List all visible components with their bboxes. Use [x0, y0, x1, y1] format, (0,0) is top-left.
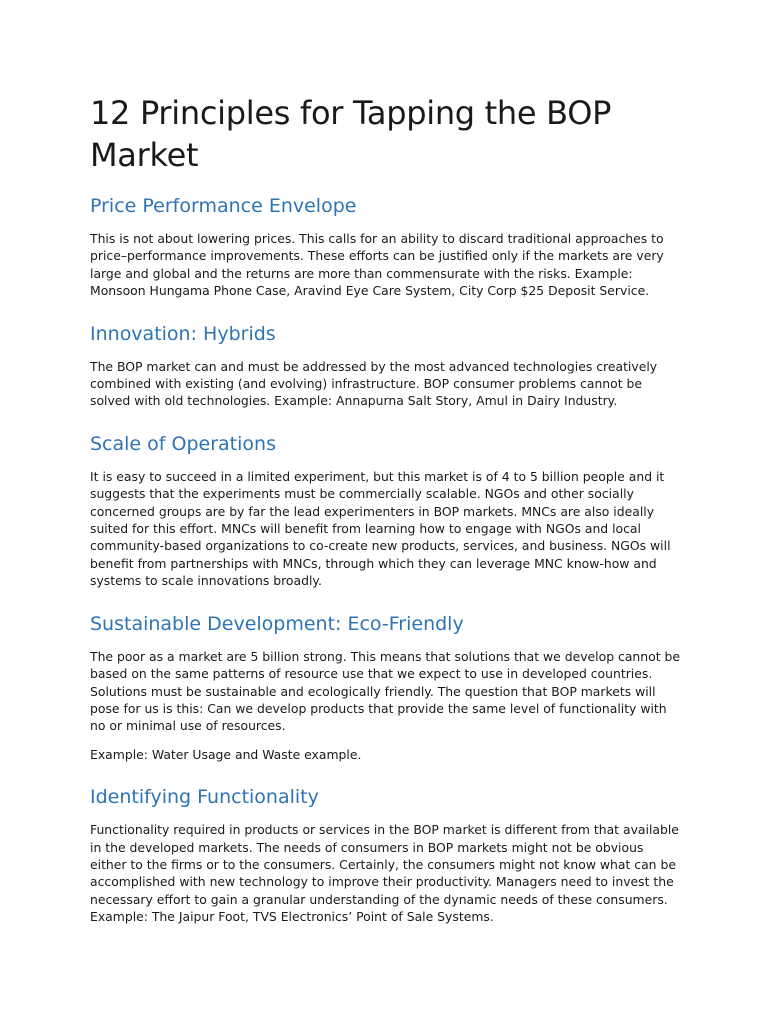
section-sustainable-development — [90, 612, 680, 763]
document-title: 12 Principles for Tapping the BOP Market — [90, 94, 612, 174]
section-paragraph: The BOP market can and must be addressed by the most advanced technologies creatively combined with existing (and evolving) infrastructure. BOP consumer problems cannot be solved with old technologies. Example: Annapurna Salt Story, Amul in Dairy Industry. — [90, 358, 658, 409]
section-scale-of-operations — [90, 432, 680, 590]
section-paragraph: Functionality required in products or services in the BOP market is different from that available in the developed markets. The needs of consumers in BOP markets might not be obvious either to the firms or to the consumers. Certainly, the consumers might not know what can be accomplished with new technology to improve their productivity. Managers need to invest the necessary effort to gain a granular understanding of the dynamic needs of these consumers. Example: The Jaipur Foot, TVS Electronics’ Point of Sale Systems. — [90, 822, 679, 925]
section-heading: Identifying Functionality — [90, 786, 319, 809]
section-heading: Sustainable Development: Eco-Friendly — [90, 612, 464, 635]
section-heading: Price Performance Envelope — [90, 195, 357, 217]
section-heading: Scale of Operations — [90, 432, 276, 455]
section-paragraph: Example: Water Usage and Waste example. — [90, 746, 362, 762]
section-heading: Innovation: Hybrids — [90, 322, 276, 345]
section-innovation-hybrids — [90, 322, 680, 410]
section-price-performance-envelope — [90, 194, 680, 300]
section-paragraph: The poor as a market are 5 billion strong. This means that solutions that we develop cannot be based on the same patterns of resource use that we expect to use in developed countries. Solutions must be sustainable and ecologically friendly. The question that BOP markets will pose for us is this: Can we develop products that provide the same level of functionality with no or minimal use of resources. — [90, 648, 680, 734]
section-paragraph: It is easy to succeed in a limited experiment, but this market is of 4 to 5 billion people and it suggests that the experiments must be commercially scalable. NGOs and other socially concerned groups are by far the lead experimenters in BOP markets. MNCs are also ideally suited for this effort. MNCs will benefit from learning how to engage with NGOs and local community-based organizations to co-create new products, services, and business. NGOs will benefit from partnerships with MNCs, through which they can leverage MNC know-how and systems to scale innovations broadly. — [90, 468, 671, 589]
section-paragraph: This is not about lowering prices. This calls for an ability to discard traditional approaches to price–performance improvements. These efforts can be justified only if the markets are very large and global and the returns are more than commensurate with the risks. Example: Monsoon Hungama Phone Case, Aravind Eye Care System, City Corp $25 Deposit Service. — [90, 231, 664, 299]
document-page — [90, 92, 680, 948]
section-identifying-functionality — [90, 785, 680, 925]
